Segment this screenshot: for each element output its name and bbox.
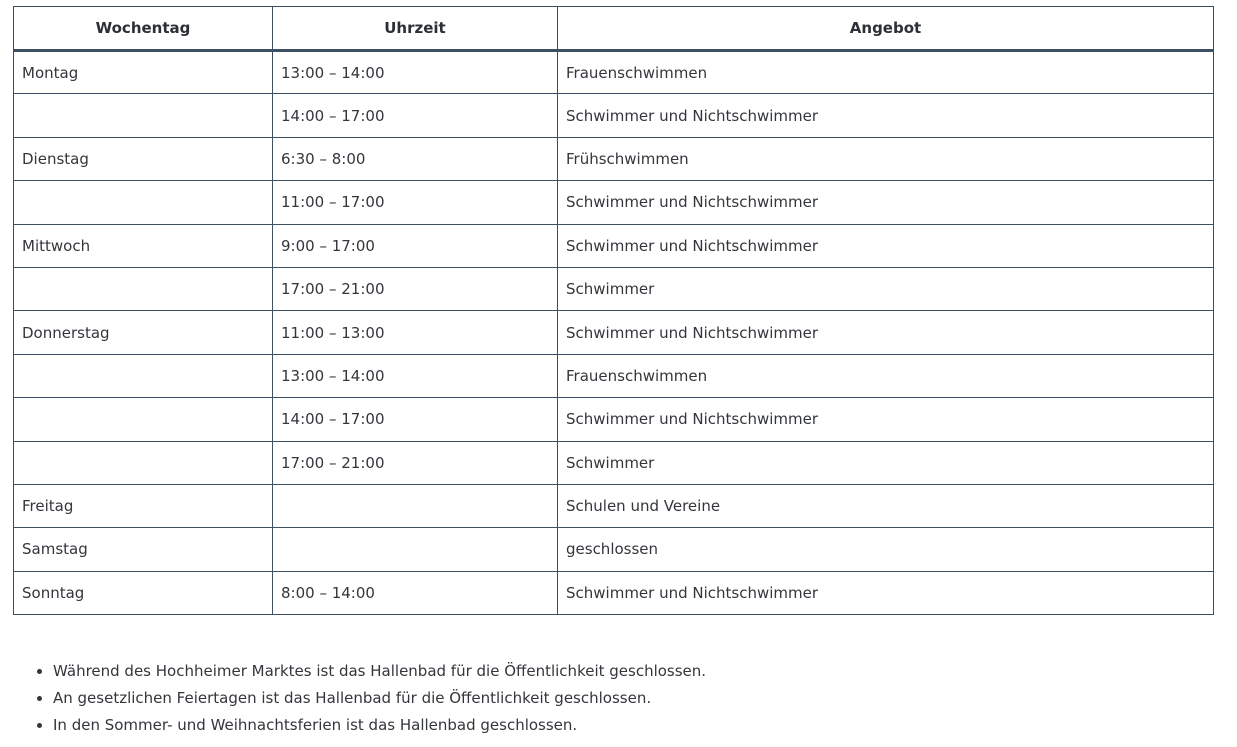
cell-time: 11:00 – 17:00 xyxy=(273,181,558,224)
cell-time: 13:00 – 14:00 xyxy=(273,51,558,94)
cell-day: Sonntag xyxy=(14,571,273,614)
cell-time xyxy=(273,484,558,527)
table-row xyxy=(14,571,1214,614)
table-row xyxy=(14,484,1214,527)
cell-offer: Frühschwimmen xyxy=(558,137,1214,180)
header-row xyxy=(14,7,1214,51)
cell-time: 8:00 – 14:00 xyxy=(273,571,558,614)
cell-time: 14:00 – 17:00 xyxy=(273,94,558,137)
cell-time: 13:00 – 14:00 xyxy=(273,354,558,397)
cell-time: 17:00 – 21:00 xyxy=(273,267,558,310)
table-row xyxy=(14,137,1214,180)
cell-day: Dienstag xyxy=(14,137,273,180)
cell-offer: Schwimmer und Nichtschwimmer xyxy=(558,398,1214,441)
table-row xyxy=(14,94,1214,137)
cell-time: 11:00 – 13:00 xyxy=(273,311,558,354)
cell-day xyxy=(14,94,273,137)
table-row xyxy=(14,441,1214,484)
table-row xyxy=(14,398,1214,441)
header-uhrzeit: Uhrzeit xyxy=(273,7,558,51)
cell-offer: Schwimmer xyxy=(558,267,1214,310)
cell-offer: Schwimmer und Nichtschwimmer xyxy=(558,571,1214,614)
notes-list xyxy=(13,658,706,739)
cell-offer: Frauenschwimmen xyxy=(558,51,1214,94)
cell-day: Samstag xyxy=(14,528,273,571)
cell-time: 6:30 – 8:00 xyxy=(273,137,558,180)
table-row xyxy=(14,354,1214,397)
cell-time: 14:00 – 17:00 xyxy=(273,398,558,441)
header-angebot: Angebot xyxy=(558,7,1214,51)
cell-day: Montag xyxy=(14,51,273,94)
table-row xyxy=(14,51,1214,94)
table-row xyxy=(14,311,1214,354)
cell-offer: Schulen und Vereine xyxy=(558,484,1214,527)
cell-offer: Schwimmer und Nichtschwimmer xyxy=(558,181,1214,224)
cell-offer: Schwimmer und Nichtschwimmer xyxy=(558,94,1214,137)
cell-time xyxy=(273,528,558,571)
cell-offer: Schwimmer xyxy=(558,441,1214,484)
list-item: • In den Sommer- und Weihnachtsferien ist das Hallenbad geschlossen. xyxy=(53,712,706,739)
cell-offer: Schwimmer und Nichtschwimmer xyxy=(558,311,1214,354)
table-row xyxy=(14,267,1214,310)
cell-offer: Frauenschwimmen xyxy=(558,354,1214,397)
table-row xyxy=(14,224,1214,267)
cell-day xyxy=(14,398,273,441)
header-wochentag: Wochentag xyxy=(14,7,273,51)
table-row xyxy=(14,181,1214,224)
cell-day xyxy=(14,354,273,397)
cell-time: 17:00 – 21:00 xyxy=(273,441,558,484)
cell-day xyxy=(14,267,273,310)
table-row xyxy=(14,528,1214,571)
list-item: • Während des Hochheimer Marktes ist das Hallenbad für die Öffentlichkeit geschlossen. xyxy=(53,658,706,685)
table-body xyxy=(14,51,1214,615)
table-header xyxy=(14,7,1214,51)
cell-day: Mittwoch xyxy=(14,224,273,267)
cell-offer: Schwimmer und Nichtschwimmer xyxy=(558,224,1214,267)
cell-day: Freitag xyxy=(14,484,273,527)
cell-time: 9:00 – 17:00 xyxy=(273,224,558,267)
schedule-table xyxy=(13,6,1214,615)
cell-day xyxy=(14,181,273,224)
cell-day: Donnerstag xyxy=(14,311,273,354)
cell-day xyxy=(14,441,273,484)
list-item: • An gesetzlichen Feiertagen ist das Hallenbad für die Öffentlichkeit geschlossen. xyxy=(53,685,706,712)
cell-offer: geschlossen xyxy=(558,528,1214,571)
